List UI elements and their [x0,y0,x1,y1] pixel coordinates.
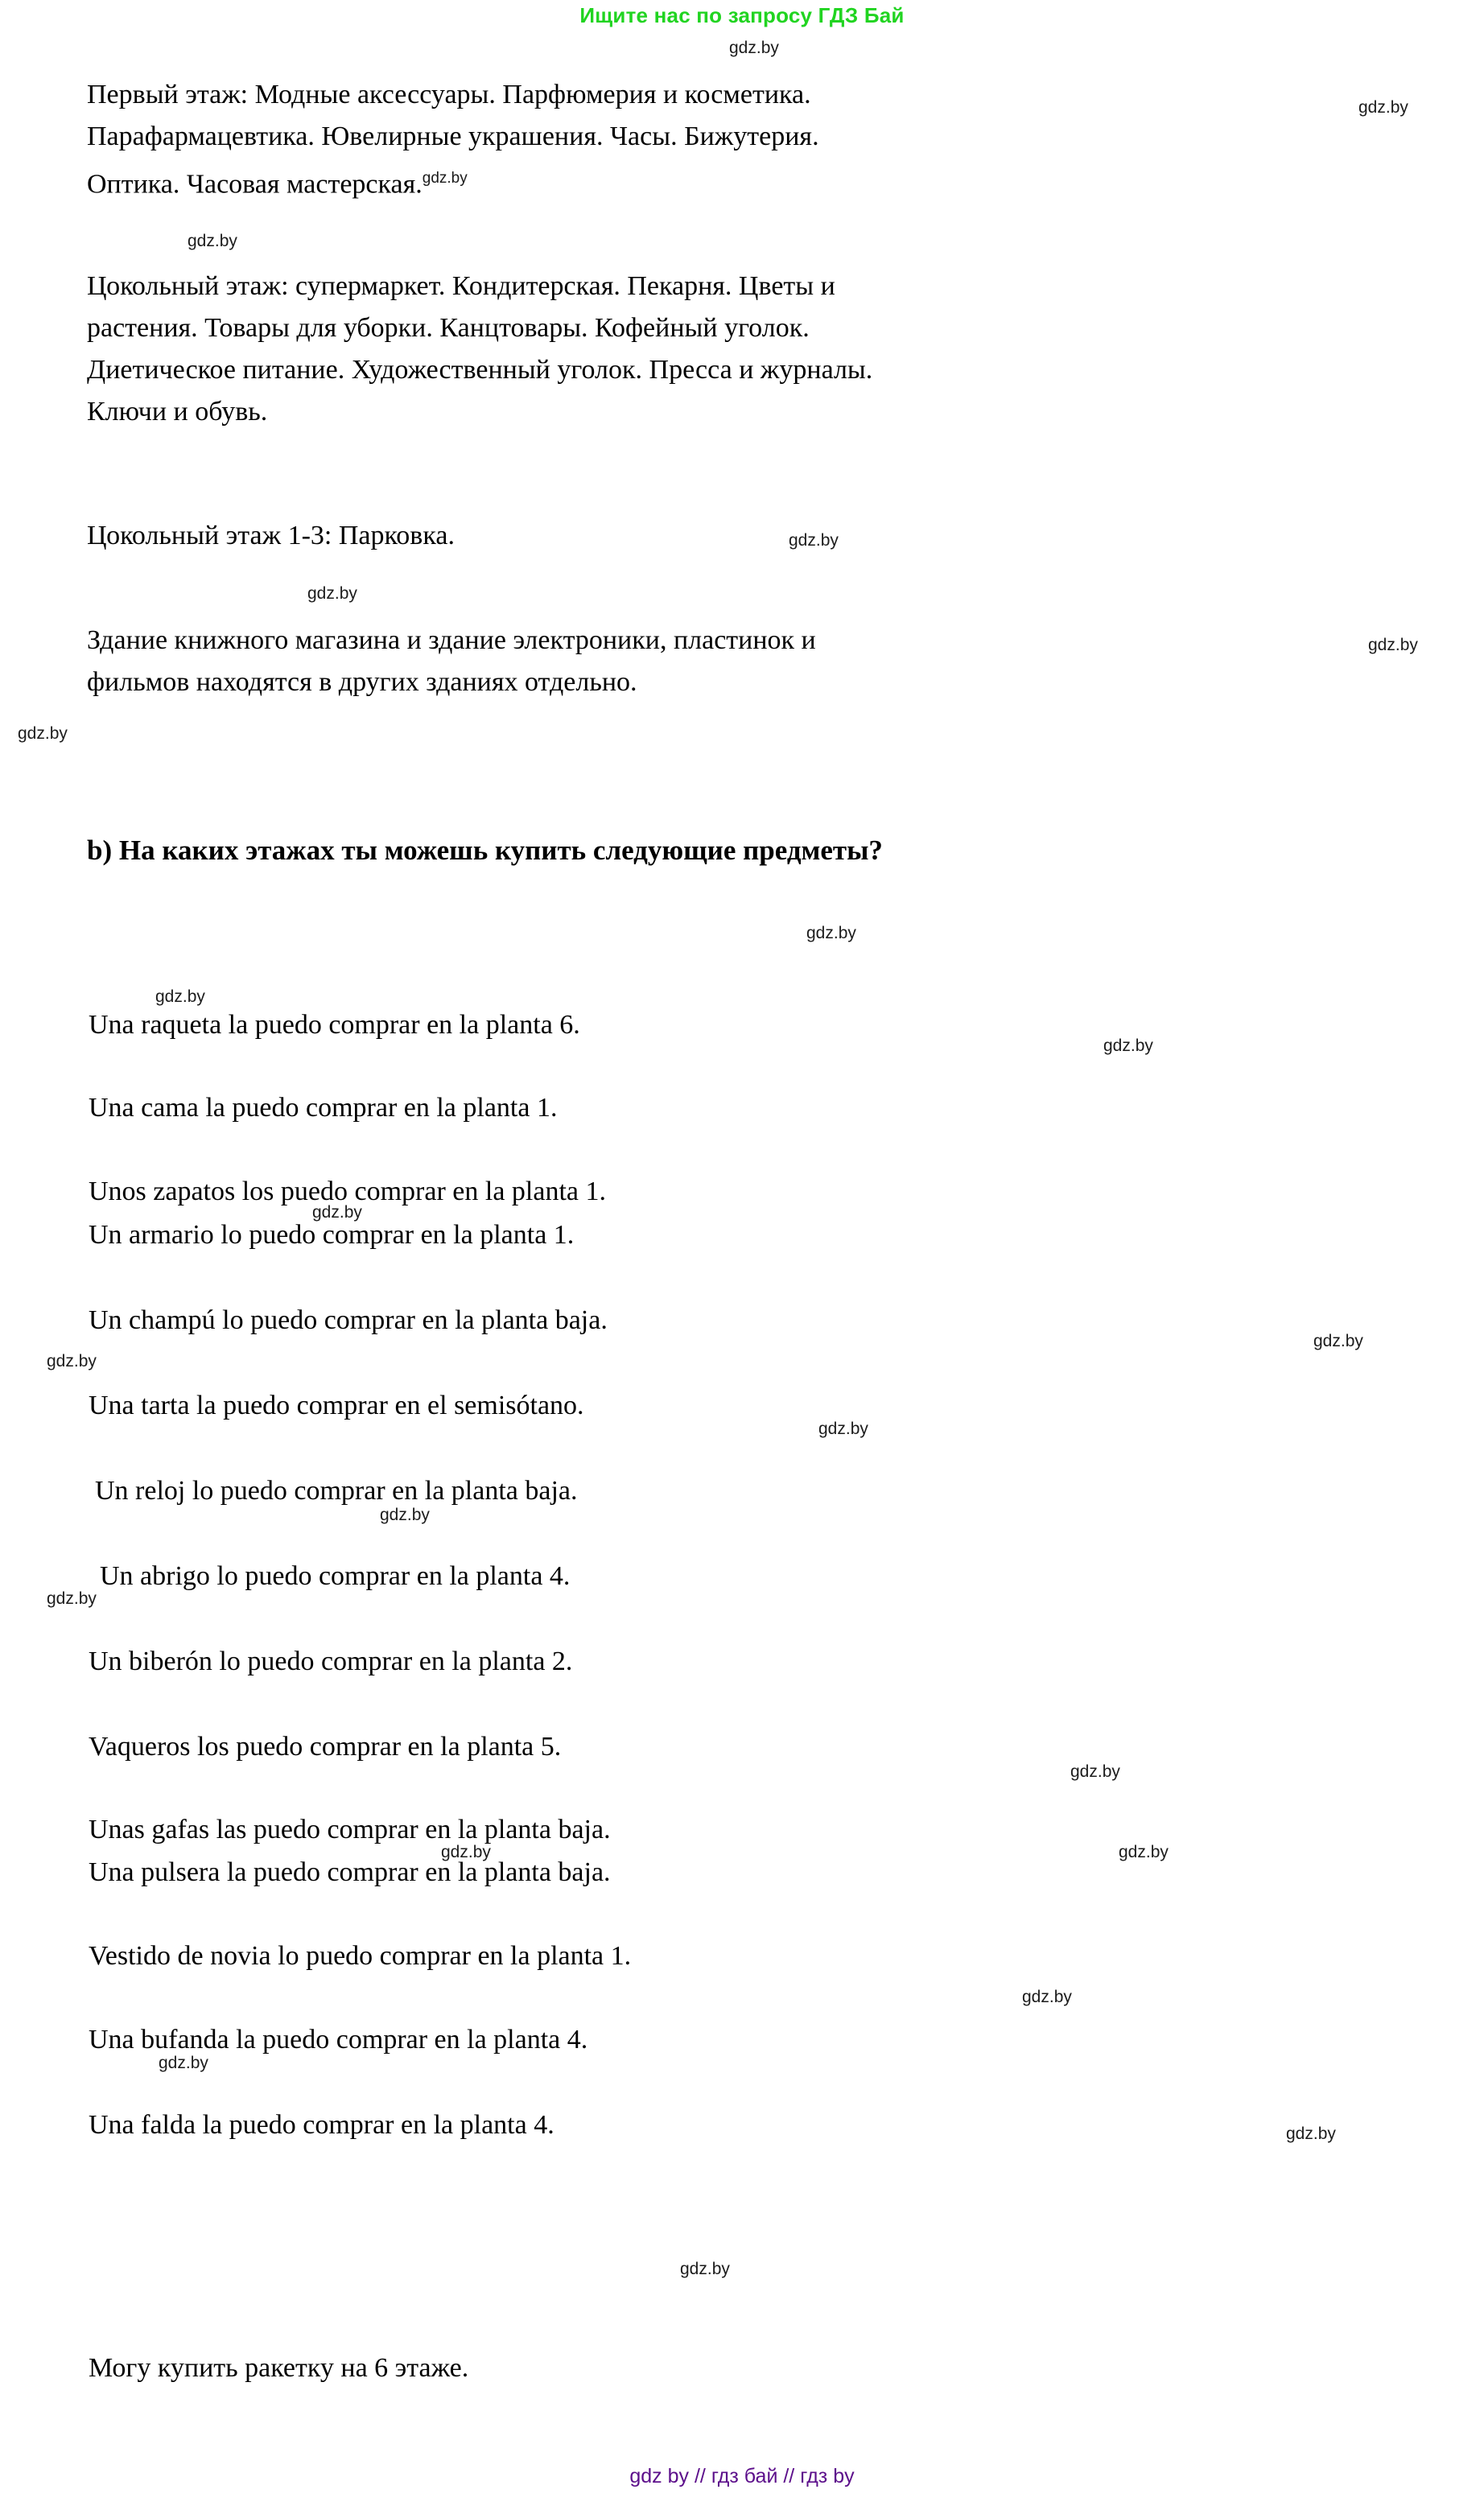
paragraph-line [87,158,1391,205]
answer-line: Una bufanda la puedo comprar en la planta 4. [89,2025,588,2055]
paragraph-basement-floor [87,266,1439,433]
paragraph-floor-one [87,74,1391,205]
paragraph-line: Цокольный этаж: супермаркет. Кондитерская. Пекарня. Цветы и [87,271,835,301]
watermark: gdz.by [789,531,839,550]
watermark: gdz.by [1313,1332,1363,1350]
paragraph-line: Ключи и обувь. [87,397,268,427]
watermark: gdz.by [1119,1843,1169,1861]
answer-line: Una falda la puedo comprar en la planta 4. [89,2110,554,2140]
watermark: gdz.by [806,924,856,942]
paragraph-line: растения. Товары для уборки. Канцтовары. Кофейный уголок. [87,313,810,343]
answer-line: Un biberón lo puedo comprar en la planta 2. [89,1647,573,1676]
promo-header: Ищите нас по запросу ГДЗ Бай [579,3,905,27]
watermark: gdz.by [1286,2125,1336,2143]
watermark: gdz.by [1022,1988,1072,2006]
watermark: gdz.by [188,232,237,250]
inline-watermark: gdz.by [422,170,468,187]
answer-line: Vaqueros los puedo comprar en la planta 5. [89,1732,562,1762]
watermark: gdz.by [1070,1762,1120,1781]
watermark: gdz.by [312,1203,362,1222]
answer-line: Una cama la puedo comprar en la planta 1. [89,1093,558,1123]
answer-line: Un armario lo puedo comprar en la planta 1. [89,1220,575,1250]
watermark: gdz.by [47,1589,97,1608]
watermark: gdz.by [680,2260,730,2278]
paragraph-line: Парафармацевтика. Ювелирные украшения. Часы. Бижутерия. [87,122,819,151]
heading-question-b: b) На каких этажах ты можешь купить следующие предметы? [87,835,883,866]
watermark: gdz.by [1103,1037,1153,1055]
watermark: gdz.by [441,1843,491,1861]
paragraph-line: Первый этаж: Модные аксессуары. Парфюмерия и косметика. [87,80,811,109]
watermark: gdz.by [155,987,205,1006]
paragraph-parking [87,515,455,557]
watermark: gdz.by [729,39,779,57]
watermark: gdz.by [159,2054,208,2072]
watermark: gdz.by [1358,98,1408,117]
paragraph-line-text: Оптика. Часовая мастерская. [87,169,423,200]
answer-line: Un champú lo puedo comprar en la planta baja. [89,1305,608,1335]
watermark: gdz.by [380,1506,430,1524]
watermark: gdz.by [1368,636,1418,654]
paragraph-line: фильмов находятся в других зданиях отдельно. [87,667,637,697]
paragraph-line: Диетическое питание. Художественный уголок. Пресса и журналы. [87,355,873,385]
answer-line: Un reloj lo puedo comprar en la planta baja. [95,1476,578,1506]
paragraph-line: Здание книжного магазина и здание электроники, пластинок и [87,625,816,655]
answer-line: Vestido de novia lo puedo comprar en la planta 1. [89,1941,632,1971]
paragraph-separate-buildings [87,620,1439,703]
watermark: gdz.by [18,724,68,743]
watermark: gdz.by [47,1352,97,1370]
paragraph-line: Цокольный этаж 1-3: Парковка. [87,521,455,550]
answer-line: Unos zapatos los puedo comprar en la planta 1. [89,1177,606,1206]
watermark: gdz.by [307,584,357,603]
answer-line: Una tarta la puedo comprar en el semisótano. [89,1391,584,1420]
answer-line: Una raqueta la puedo comprar en la planta 6. [89,1010,580,1040]
answer-line: Una pulsera la puedo comprar en la planta baja. [89,1857,611,1887]
site-footer: gdz by // гдз бай // гдз by [629,2465,855,2487]
watermark: gdz.by [818,1420,868,1438]
answer-line: Unas gafas las puedo comprar en la planta baja. [89,1815,611,1844]
answer-line: Un abrigo lo puedo comprar en la planta 4. [100,1561,571,1591]
final-answer-line: Могу купить ракетку на 6 этаже. [89,2353,469,2383]
